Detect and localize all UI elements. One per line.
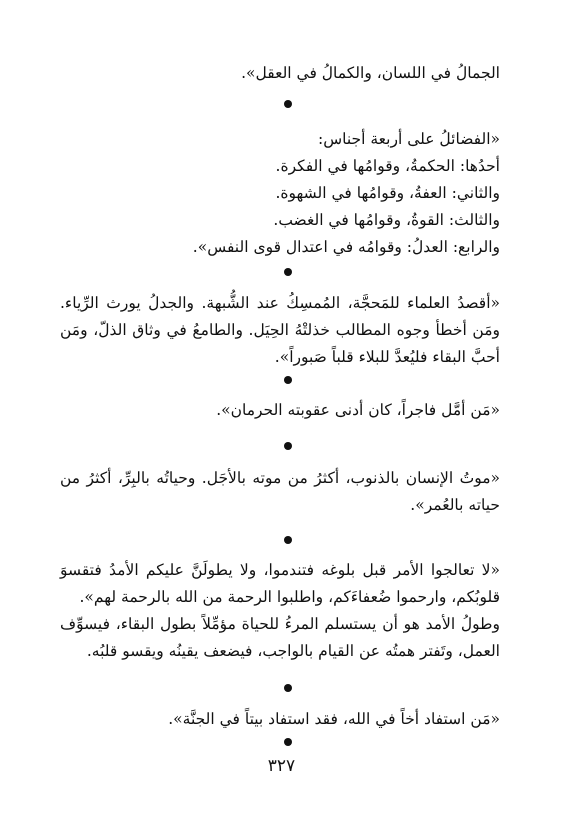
separator-dot: [284, 738, 292, 746]
paragraph-line: «لا تعالجوا الأمر قبل بلوغه فتندموا، ولا يطولَنَّ عليكم الأمدُ فتقسوَ قلوبُكم، وارحموا ضُعفاءَكم، واطلبوا الرحمة من الله بالرحمة لهم».: [60, 561, 500, 606]
paragraph-line: «موتُ الإنسان بالذنوب، أكثرُ من موته بالأجَل. وحياتُه بالبِرِّ، أكثرُ من حياته بالعُمر».: [60, 469, 500, 514]
separator-dot: [284, 684, 292, 692]
paragraph-1: [60, 60, 500, 87]
paragraph-7: [60, 706, 500, 733]
separator-dot: [284, 100, 292, 108]
paragraph-line: وطولُ الأمد هو أن يستسلم المرءُ للحياة مؤمِّلاً بطول البقاء، فيسوِّف العمل، وتَفتر همتُه عن القيام بالواجب، فيضعف يقينُه ويقسو قلبُه.: [60, 615, 500, 660]
page-number: ٣٢٧: [267, 756, 296, 776]
paragraph-line: والثاني: العفةُ، وقوامُها في الشهوة.: [275, 184, 500, 202]
separator-dot: [284, 376, 292, 384]
paragraph-3: [60, 290, 500, 371]
paragraph-5: [60, 465, 500, 519]
paragraph-line: «أقصدُ العلماء للمَحجَّة، المُمسِكُ عند الشُّبهة. والجدلُ يورث الرِّياء. ومَن أخطأ وجوه المطالب خذلتْهُ الحِيَل. والطامعُ في وثاق الذلّ، ومَن أحبَّ البقاء فليُعدَّ للبلاء قلباً صَبوراً».: [60, 294, 500, 366]
separator-dot: [284, 268, 292, 276]
paragraph-line: أحدُها: الحكمةُ، وقوامُها في الفكرة.: [275, 157, 500, 175]
separator-dot: [284, 536, 292, 544]
paragraph-line: الجمالُ في اللسان، والكمالُ في العقل».: [241, 64, 500, 82]
paragraph-line: والثالث: القوةُ، وقوامُها في الغضب.: [273, 211, 500, 229]
paragraph-4: [60, 397, 500, 424]
separator-dot: [284, 442, 292, 450]
paragraph-line: «مَن استفاد أخاً في الله، فقد استفاد بيتاً في الجنَّة».: [168, 710, 500, 728]
paragraph-2: [60, 126, 500, 261]
paragraph-6: [60, 557, 500, 665]
paragraph-line: والرابع: العدلُ: وقوامُه في اعتدال قوى النفس».: [192, 238, 500, 256]
paragraph-line: «مَن أمَّل فاجراً، كان أدنى عقوبته الحرمان».: [216, 401, 500, 419]
paragraph-line: «الفضائلُ على أربعة أجناس:: [318, 130, 500, 148]
